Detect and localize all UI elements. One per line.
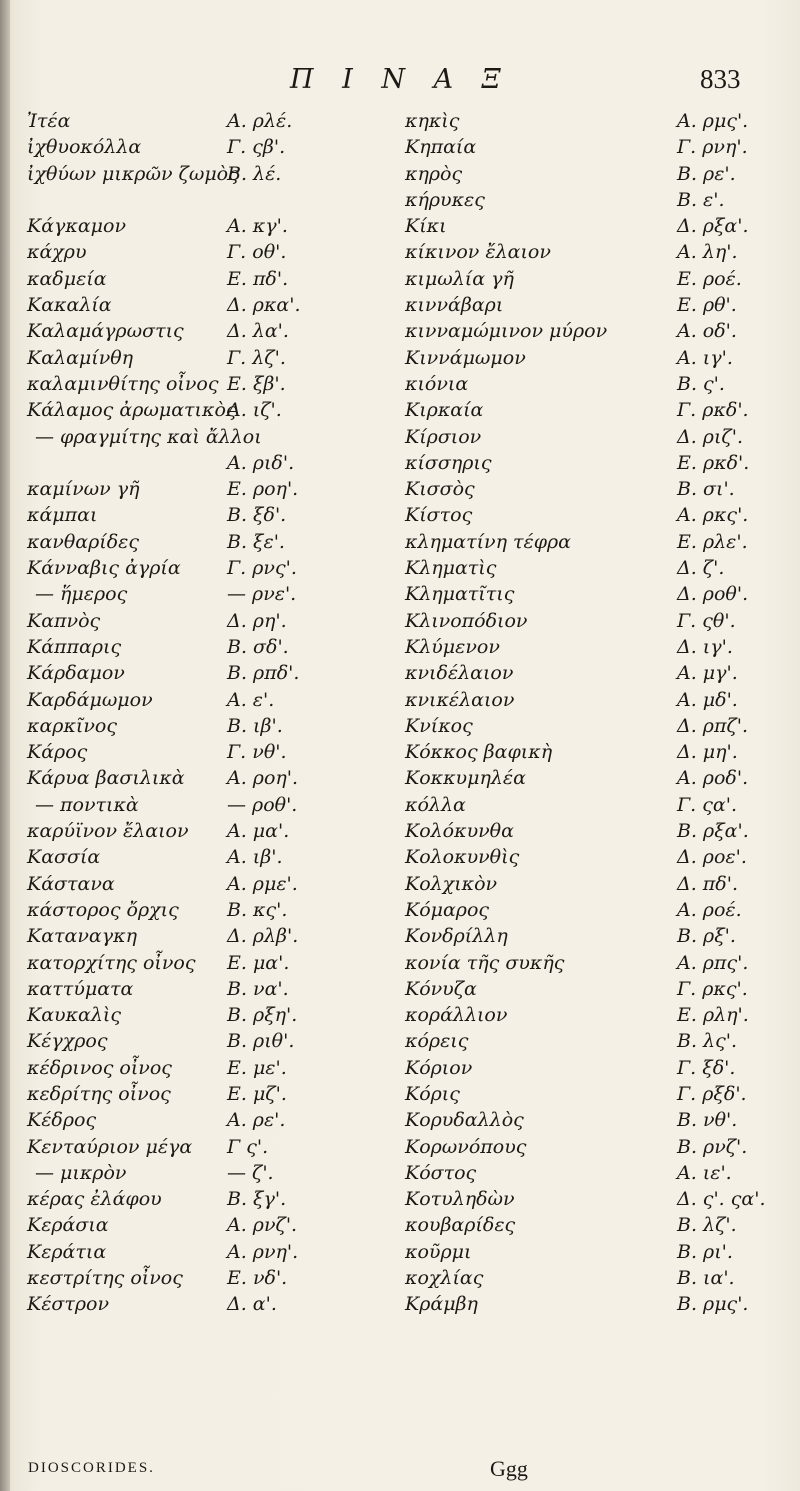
running-title: Π Ι Ν Α Ξ bbox=[290, 64, 511, 95]
index-reference: Δ. ροε'. bbox=[677, 846, 747, 869]
index-entry bbox=[27, 424, 397, 450]
index-term: Κόνυζα bbox=[405, 977, 477, 1000]
index-term: Κάγκαμον bbox=[27, 215, 127, 238]
index-reference: Α. ρπς'. bbox=[677, 951, 749, 974]
index-reference: Δ. μη'. bbox=[677, 741, 738, 764]
index-term: καλαμινθίτης οἶνος bbox=[27, 372, 219, 395]
index-term: Κάρος bbox=[27, 741, 88, 764]
index-entry bbox=[27, 1265, 397, 1291]
index-term: κίσσηρις bbox=[405, 451, 492, 474]
index-entry bbox=[27, 213, 397, 239]
index-term: Κίστος bbox=[405, 504, 473, 527]
index-entry bbox=[405, 950, 775, 976]
index-reference: Α. ρνζ'. bbox=[227, 1214, 298, 1237]
index-term: καττύματα bbox=[27, 977, 134, 1000]
index-term: Καλαμίνθη bbox=[27, 346, 134, 369]
index-entry bbox=[27, 871, 397, 897]
index-reference: Γ. ξδ'. bbox=[677, 1056, 736, 1079]
index-term: Κίκι bbox=[405, 215, 447, 238]
index-term: Κολχικὸν bbox=[405, 872, 498, 895]
index-reference: — ρνε'. bbox=[227, 583, 297, 606]
index-entry bbox=[405, 1134, 775, 1160]
index-column-right bbox=[405, 108, 775, 1318]
index-term: κόλλα bbox=[405, 793, 466, 816]
index-entry bbox=[405, 108, 775, 134]
index-entry bbox=[405, 529, 775, 555]
footer-author: DIOSCORIDES. bbox=[28, 1460, 155, 1476]
index-term: κονία τῆς συκῆς bbox=[405, 951, 565, 974]
index-reference: Β. ξδ'. bbox=[227, 504, 287, 527]
index-reference: Β. ια'. bbox=[677, 1267, 735, 1290]
index-term: κέδρινος οἶνος bbox=[27, 1056, 172, 1079]
index-entry bbox=[405, 1212, 775, 1238]
index-term: κιμωλία γῆ bbox=[405, 267, 514, 290]
index-term: Καρδάμωμον bbox=[27, 688, 153, 711]
index-reference: Α. ιζ'. bbox=[227, 399, 282, 422]
index-reference: Α. μγ'. bbox=[677, 662, 738, 685]
index-reference: Β. σδ'. bbox=[227, 635, 289, 658]
index-entry bbox=[27, 529, 397, 555]
index-term: καμίνων γῆ bbox=[27, 478, 140, 501]
index-term: κάμπαι bbox=[27, 504, 98, 527]
index-entry bbox=[405, 765, 775, 791]
index-entry bbox=[27, 976, 397, 1002]
index-reference: Γ. ςθ'. bbox=[677, 609, 736, 632]
index-term: Κιρκαία bbox=[405, 399, 484, 422]
index-entry bbox=[405, 134, 775, 160]
index-reference: Γ. ςα'. bbox=[677, 793, 737, 816]
index-term: Ἰτέα bbox=[27, 110, 71, 132]
index-entry bbox=[27, 239, 397, 265]
index-term: Κόκκος βαφικὴ bbox=[405, 741, 553, 764]
index-term: κεδρίτης οἶνος bbox=[27, 1082, 171, 1105]
index-reference: Β. λζ'. bbox=[677, 1214, 737, 1237]
index-term: — φραγμίτης καὶ ἄλλοι bbox=[35, 425, 262, 448]
index-term: καρύϊνον ἔλαιον bbox=[27, 820, 189, 843]
index-entry bbox=[405, 555, 775, 581]
index-entry bbox=[27, 292, 397, 318]
index-entry bbox=[405, 450, 775, 476]
index-term: Κονδρίλλη bbox=[405, 925, 508, 948]
index-entry bbox=[405, 213, 775, 239]
index-reference: Ε. μα'. bbox=[227, 951, 290, 974]
index-entry bbox=[27, 1107, 397, 1133]
index-term: Κόστος bbox=[405, 1161, 477, 1184]
index-term: κνικέλαιον bbox=[405, 688, 515, 711]
index-reference: Α. ρε'. bbox=[227, 1109, 286, 1132]
index-reference: Γ ς'. bbox=[227, 1135, 269, 1158]
index-term: — ἥμερος bbox=[35, 583, 128, 606]
index-entry bbox=[405, 476, 775, 502]
index-term: Κέστρον bbox=[27, 1293, 110, 1316]
index-term: κληματίνη τέφρα bbox=[405, 530, 572, 553]
index-reference: Α. ρνη'. bbox=[227, 1240, 299, 1263]
index-reference: Β. ρπδ'. bbox=[227, 662, 300, 685]
index-entry bbox=[405, 239, 775, 265]
index-term: Κέγχρος bbox=[27, 1030, 108, 1053]
index-reference: Ε. πδ'. bbox=[227, 267, 289, 290]
index-entry bbox=[27, 1002, 397, 1028]
index-entry bbox=[405, 1160, 775, 1186]
index-entry bbox=[27, 1028, 397, 1054]
index-reference: Α. ρμε'. bbox=[227, 872, 298, 895]
index-entry bbox=[405, 292, 775, 318]
index-reference: Ε. με'. bbox=[227, 1056, 287, 1079]
index-term: κάχρυ bbox=[27, 241, 87, 264]
index-entry bbox=[27, 502, 397, 528]
index-term: Κίρσιον bbox=[405, 425, 482, 448]
index-entry bbox=[27, 792, 397, 818]
index-reference: Α. ιε'. bbox=[677, 1161, 732, 1184]
index-entry bbox=[27, 1055, 397, 1081]
index-entry bbox=[27, 1186, 397, 1212]
index-reference: Α. μα'. bbox=[227, 820, 290, 843]
index-term: ἰχθυοκόλλα bbox=[27, 136, 142, 159]
index-entry bbox=[27, 1212, 397, 1238]
index-entry bbox=[405, 1028, 775, 1054]
running-head bbox=[0, 58, 800, 98]
index-entry bbox=[27, 1081, 397, 1107]
index-entry bbox=[405, 1291, 775, 1317]
index-term: Καταναγκη bbox=[27, 925, 137, 948]
index-reference: Δ. α'. bbox=[227, 1293, 277, 1316]
index-reference: Β. ρμς'. bbox=[677, 1293, 749, 1316]
index-term: κηρὸς bbox=[405, 162, 463, 185]
index-entry bbox=[27, 739, 397, 765]
index-term: Κοκκυμηλέα bbox=[405, 767, 526, 790]
index-entry bbox=[405, 371, 775, 397]
index-reference: Ε. ξβ'. bbox=[227, 372, 286, 395]
index-reference: Α. ε'. bbox=[227, 688, 275, 711]
index-reference: Δ. ριζ'. bbox=[677, 425, 743, 448]
index-column-left bbox=[27, 108, 397, 1318]
index-reference: Α. ιγ'. bbox=[677, 346, 733, 369]
signature-mark: Ggg bbox=[490, 1456, 528, 1481]
index-reference: Β. ρξ'. bbox=[677, 925, 736, 948]
index-entry bbox=[27, 161, 397, 187]
index-term: κατορχίτης οἶνος bbox=[27, 951, 196, 974]
index-entry bbox=[405, 897, 775, 923]
index-reference: Ε. μζ'. bbox=[227, 1082, 287, 1105]
index-term: Κόριον bbox=[405, 1056, 473, 1079]
index-entry bbox=[405, 687, 775, 713]
index-term: κόρεις bbox=[405, 1030, 469, 1053]
index-term: Κληματὶς bbox=[405, 557, 497, 580]
index-entry bbox=[405, 923, 775, 949]
page-number: 833 bbox=[700, 64, 741, 94]
index-term: Κηπαία bbox=[405, 136, 477, 159]
index-reference: Β. ρι'. bbox=[677, 1240, 733, 1263]
index-entry bbox=[405, 318, 775, 344]
index-term: Καλαμάγρωστις bbox=[27, 320, 184, 343]
index-entry bbox=[27, 581, 397, 607]
index-reference: Δ. ς'. ςα'. bbox=[677, 1188, 766, 1211]
index-reference: Α. μδ'. bbox=[677, 688, 738, 711]
index-term: Κεράτια bbox=[27, 1240, 107, 1263]
index-entry bbox=[405, 818, 775, 844]
index-reference: Β. ιβ'. bbox=[227, 714, 283, 737]
index-entry bbox=[405, 266, 775, 292]
index-term: Καπνὸς bbox=[27, 609, 101, 632]
index-reference: Ε. ρλε'. bbox=[677, 530, 748, 553]
index-term: κοῦρμι bbox=[405, 1240, 472, 1263]
index-term: κουβαρίδες bbox=[405, 1214, 516, 1237]
index-reference: Γ. ρνη'. bbox=[677, 136, 748, 159]
index-reference: Γ. οθ'. bbox=[227, 241, 287, 264]
index-term: κέρας ἐλάφου bbox=[27, 1188, 162, 1211]
index-reference: Δ. ροθ'. bbox=[677, 583, 749, 606]
index-term: Κλινοπόδιον bbox=[405, 609, 528, 632]
index-term: Κράμβη bbox=[405, 1293, 478, 1316]
index-reference: Α. ροέ. bbox=[677, 898, 742, 921]
index-entry bbox=[405, 502, 775, 528]
index-reference: Β. κς'. bbox=[227, 898, 288, 921]
index-entry bbox=[27, 397, 397, 423]
index-term: Κεράσια bbox=[27, 1214, 109, 1237]
page-footer bbox=[0, 1456, 800, 1490]
index-reference: Β. ρε'. bbox=[677, 162, 736, 185]
index-reference: Γ. ρξδ'. bbox=[677, 1082, 747, 1105]
index-reference: Β. ς'. bbox=[677, 372, 725, 395]
index-entry bbox=[405, 1239, 775, 1265]
index-entry bbox=[27, 897, 397, 923]
index-entry bbox=[405, 345, 775, 371]
index-term: — μικρὸν bbox=[35, 1161, 127, 1184]
index-term: Κλύμενον bbox=[405, 635, 500, 658]
index-entry bbox=[405, 713, 775, 739]
index-entry bbox=[27, 450, 397, 476]
index-entry bbox=[405, 608, 775, 634]
index-reference: Α. λη'. bbox=[677, 241, 738, 264]
index-reference: — ζ'. bbox=[227, 1161, 274, 1184]
index-entry bbox=[27, 187, 397, 213]
index-term: Κολοκυνθὶς bbox=[405, 846, 520, 869]
index-term: καδμεία bbox=[27, 267, 107, 290]
index-reference: Β. σι'. bbox=[677, 478, 735, 501]
index-entry bbox=[27, 844, 397, 870]
index-term: Κάρυα βασιλικὰ bbox=[27, 767, 185, 790]
index-term: Κορωνόπους bbox=[405, 1135, 527, 1158]
page-binding-shadow bbox=[0, 0, 10, 1491]
index-entry bbox=[405, 634, 775, 660]
index-reference: Γ. ρκδ'. bbox=[677, 399, 749, 422]
index-reference: Δ. πδ'. bbox=[677, 872, 738, 895]
index-term: — ποντικὰ bbox=[35, 793, 139, 816]
index-entry bbox=[405, 739, 775, 765]
index-term: Κακαλία bbox=[27, 294, 112, 317]
index-term: κηκὶς bbox=[405, 110, 460, 132]
index-reference: Α. ροη'. bbox=[227, 767, 299, 790]
index-reference: Δ. ρκα'. bbox=[227, 294, 301, 317]
index-entry bbox=[27, 1291, 397, 1317]
index-term: κινναμώμινον μύρον bbox=[405, 320, 608, 343]
index-reference: Β. ξε'. bbox=[227, 530, 285, 553]
index-term: κοχλίας bbox=[405, 1267, 484, 1290]
index-term: Κάνναβις ἀγρία bbox=[27, 557, 181, 580]
index-reference: Α. ρμς'. bbox=[677, 110, 749, 132]
index-entry bbox=[405, 660, 775, 686]
index-entry bbox=[27, 1160, 397, 1186]
index-term: Κάρδαμον bbox=[27, 662, 125, 685]
index-entry bbox=[27, 318, 397, 344]
index-entry bbox=[405, 161, 775, 187]
index-reference: Γ. ρνς'. bbox=[227, 557, 297, 580]
index-entry bbox=[405, 1107, 775, 1133]
index-entry bbox=[405, 1002, 775, 1028]
index-reference: Γ. λζ'. bbox=[227, 346, 286, 369]
index-entry bbox=[27, 1134, 397, 1160]
index-term: κάστορος ὄρχις bbox=[27, 898, 179, 921]
index-entry bbox=[405, 397, 775, 423]
index-term: κίκινον ἔλαιον bbox=[405, 241, 551, 264]
index-term: Κάππαρις bbox=[27, 635, 122, 658]
index-reference: Α. κγ'. bbox=[227, 215, 288, 238]
index-entry bbox=[405, 1055, 775, 1081]
index-reference: Α. ιβ'. bbox=[227, 846, 283, 869]
index-entry bbox=[405, 424, 775, 450]
index-reference: Β. ρξη'. bbox=[227, 1004, 298, 1027]
index-reference: Α. ρκς'. bbox=[677, 504, 749, 527]
index-term: Κόμαρος bbox=[405, 898, 490, 921]
index-term: Κολόκυνθα bbox=[405, 820, 514, 843]
index-entry bbox=[405, 844, 775, 870]
index-term: κνιδέλαιον bbox=[405, 662, 514, 685]
index-term: Καυκαλὶς bbox=[27, 1004, 121, 1027]
index-reference: Ε. ροέ. bbox=[677, 267, 742, 290]
index-reference: Β. ρξα'. bbox=[677, 820, 749, 843]
index-entry bbox=[27, 950, 397, 976]
index-term: κήρυκες bbox=[405, 188, 485, 211]
index-entry bbox=[27, 765, 397, 791]
index-entry bbox=[27, 555, 397, 581]
index-reference: Β. ρνζ'. bbox=[677, 1135, 748, 1158]
index-term: Κέδρος bbox=[27, 1109, 97, 1132]
index-reference: Α. ριδ'. bbox=[227, 451, 295, 474]
index-entry bbox=[405, 581, 775, 607]
index-entry bbox=[405, 792, 775, 818]
index-reference: Γ. ρκς'. bbox=[677, 977, 748, 1000]
index-reference: Β. ε'. bbox=[677, 188, 725, 211]
index-entry bbox=[27, 713, 397, 739]
index-reference: Β. ξγ'. bbox=[227, 1188, 287, 1211]
index-term: κιννάβαρι bbox=[405, 294, 504, 317]
index-term: Κενταύριον μέγα bbox=[27, 1135, 193, 1158]
index-term: Κόρις bbox=[405, 1082, 460, 1105]
index-entry bbox=[405, 187, 775, 213]
index-term: Κισσὸς bbox=[405, 478, 475, 501]
index-term: Κάστανα bbox=[27, 872, 115, 895]
index-reference: Β. ριθ'. bbox=[227, 1030, 295, 1053]
index-entry bbox=[27, 1239, 397, 1265]
index-entry bbox=[27, 687, 397, 713]
index-reference: Α. οδ'. bbox=[677, 320, 737, 343]
index-entry bbox=[27, 345, 397, 371]
index-reference: Δ. ρξα'. bbox=[677, 215, 749, 238]
index-term: κανθαρίδες bbox=[27, 530, 140, 553]
index-entry bbox=[27, 476, 397, 502]
index-reference: Δ. ιγ'. bbox=[677, 635, 733, 658]
index-reference: Γ. ςβ'. bbox=[227, 136, 286, 159]
index-term: Κληματῖτις bbox=[405, 583, 515, 606]
index-reference: Ε. ρκδ'. bbox=[677, 451, 750, 474]
index-term: κοράλλιον bbox=[405, 1004, 508, 1027]
index-term: Κάλαμος ἀρωματικὸς bbox=[27, 399, 237, 422]
index-reference: Ε. ρλη'. bbox=[677, 1004, 749, 1027]
index-reference: Δ. ρλβ'. bbox=[227, 925, 299, 948]
index-entry bbox=[405, 1265, 775, 1291]
index-entry bbox=[27, 134, 397, 160]
index-term: Κιννάμωμον bbox=[405, 346, 526, 369]
index-reference: Β. νθ'. bbox=[677, 1109, 738, 1132]
index-term: Κασσία bbox=[27, 846, 101, 869]
index-term: Κνίκος bbox=[405, 714, 473, 737]
index-entry bbox=[27, 818, 397, 844]
index-term: ἰχθύων μικρῶν ζωμὸς bbox=[27, 162, 239, 185]
index-entry bbox=[27, 108, 397, 134]
index-reference: Δ. ρπζ'. bbox=[677, 714, 749, 737]
index-entry bbox=[27, 634, 397, 660]
index-reference: — ροθ'. bbox=[227, 793, 298, 816]
index-reference: Β. λέ. bbox=[227, 162, 282, 185]
index-entry bbox=[405, 1081, 775, 1107]
index-term: Κορυδαλλὸς bbox=[405, 1109, 524, 1132]
index-entry bbox=[405, 976, 775, 1002]
index-reference: Β. λς'. bbox=[677, 1030, 737, 1053]
index-reference: Ε. ροη'. bbox=[227, 478, 299, 501]
index-term: κεστρίτης οἶνος bbox=[27, 1267, 183, 1290]
index-term: Κοτυληδὼν bbox=[405, 1188, 515, 1211]
index-reference: Δ. ζ'. bbox=[677, 557, 725, 580]
index-reference: Δ. ρη'. bbox=[227, 609, 287, 632]
index-entry bbox=[27, 660, 397, 686]
index-term: καρκῖνος bbox=[27, 714, 117, 737]
index-entry bbox=[27, 266, 397, 292]
index-entry bbox=[27, 923, 397, 949]
index-entry bbox=[405, 1186, 775, 1212]
index-reference: Α. ρλέ. bbox=[227, 110, 293, 132]
index-reference: Β. να'. bbox=[227, 977, 289, 1000]
index-entry bbox=[27, 371, 397, 397]
index-reference: Ε. νδ'. bbox=[227, 1267, 288, 1290]
index-entry bbox=[27, 608, 397, 634]
index-reference: Ε. ρθ'. bbox=[677, 294, 737, 317]
index-reference: Δ. λα'. bbox=[227, 320, 289, 343]
index-reference: Γ. νθ'. bbox=[227, 741, 287, 764]
index-entry bbox=[405, 871, 775, 897]
index-term: κιόνια bbox=[405, 372, 469, 395]
index-reference: Α. ροδ'. bbox=[677, 767, 749, 790]
